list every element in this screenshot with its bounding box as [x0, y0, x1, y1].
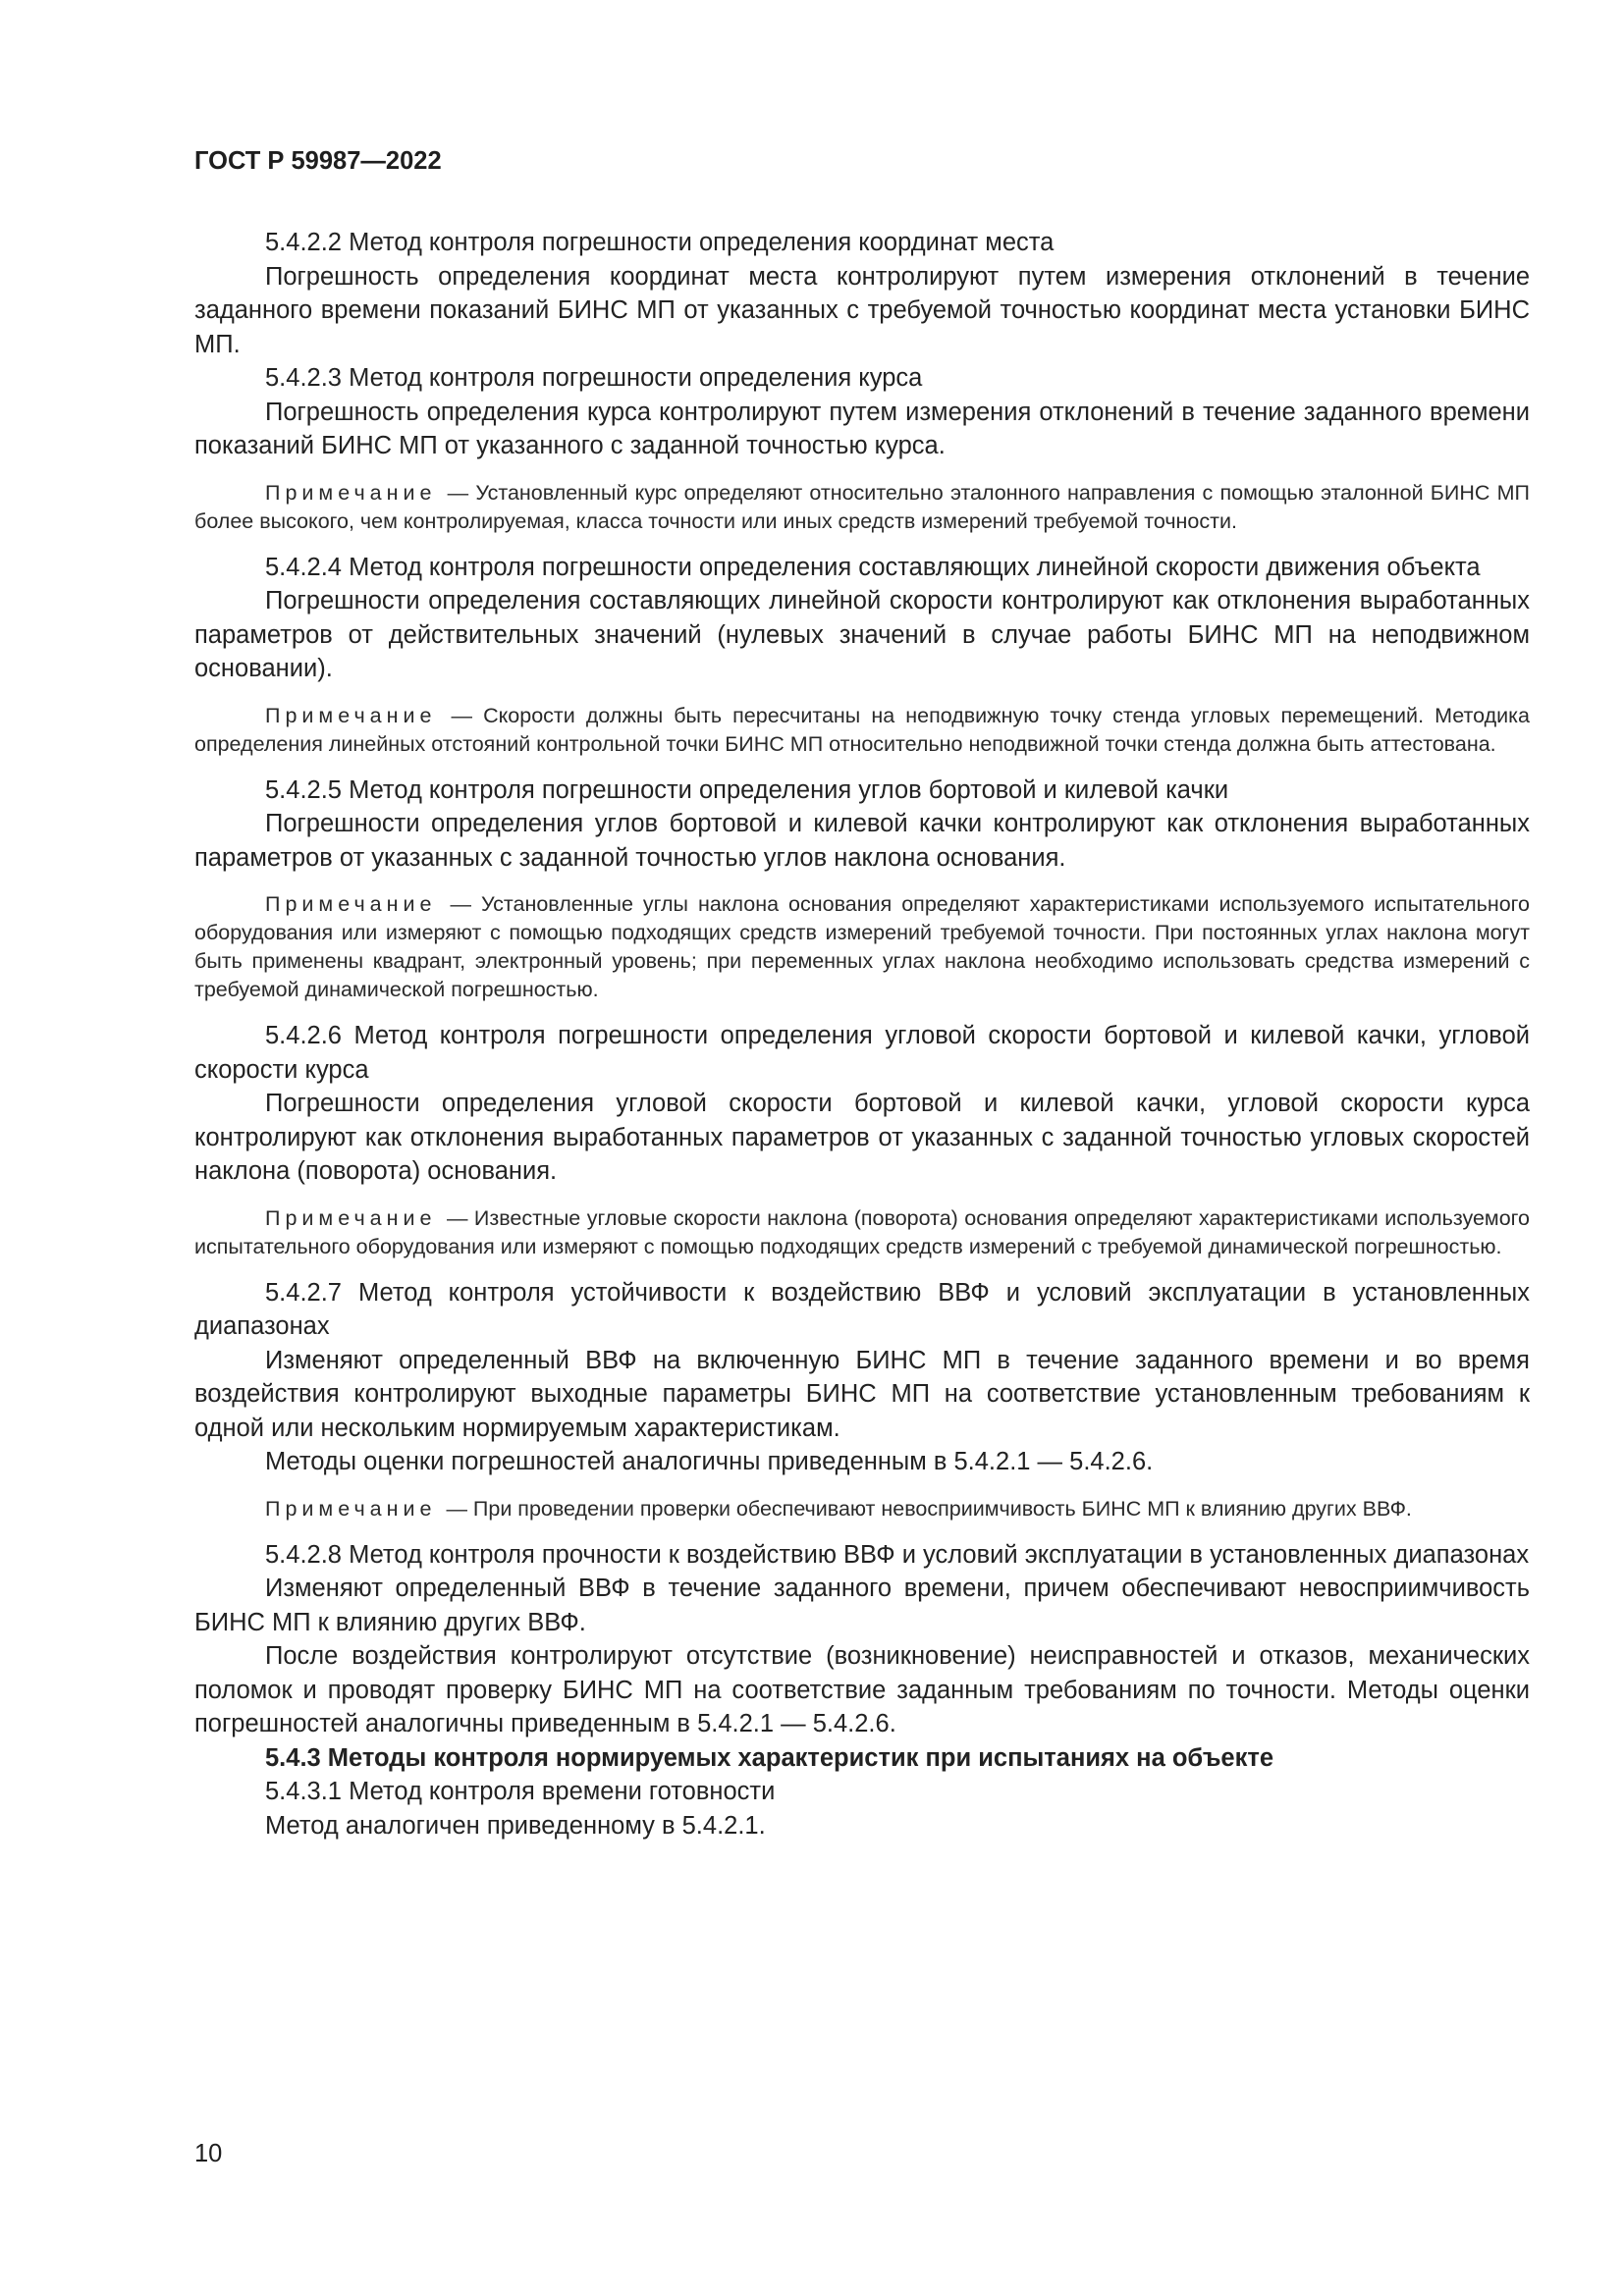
- note-label: Примечание: [265, 703, 437, 727]
- note-text: — Установленный курс определяют относительно эталонного направления с помощью эталонной БИНС МП более высокого, чем контролируемая, класса точности или иных средств измерений требуемой точности.: [194, 480, 1530, 533]
- note: [194, 479, 1530, 536]
- paragraph: Изменяют определенный ВВФ в течение заданного времени, причем обеспечивают невосприимчивость БИНС МП к влиянию других ВВФ.: [194, 1575, 1530, 1636]
- note: [194, 1204, 1530, 1261]
- paragraph: 5.4.3.1 Метод контроля времени готовности: [265, 1778, 776, 1805]
- note: [194, 1495, 1530, 1523]
- note: [194, 702, 1530, 759]
- paragraph: Погрешность определения курса контролируют путем измерения отклонений в течение заданного времени показаний БИНС МП от указанного с заданной точностью курса.: [194, 398, 1530, 459]
- note-label: Примечание: [265, 1205, 437, 1230]
- section-heading: 5.4.3 Методы контроля нормируемых характеристик при испытаниях на объекте: [265, 1743, 1274, 1772]
- note: [194, 890, 1530, 1004]
- paragraph: 5.4.2.2 Метод контроля погрешности определения координат места: [265, 229, 1055, 256]
- paragraph: Погрешность определения координат места контролируют путем измерения отклонений в течение заданного времени показаний БИНС МП от указанных с требуемой точностью координат места установки БИНС МП.: [194, 262, 1530, 358]
- paragraph: Изменяют определенный ВВФ на включенную БИНС МП в течение заданного времени и во время воздействия контролируют выходные параметры БИНС МП на соответствие установленным требованиям к одной или нескольким нормируемым характеристикам.: [194, 1346, 1530, 1442]
- paragraph: Погрешности определения углов бортовой и килевой качки контролируют как отклонения выработанных параметров от указанных с заданной точностью углов наклона основания.: [194, 810, 1530, 872]
- note-text: — Установленные углы наклона основания определяют характеристиками используемого испытательного оборудования или измеряют с помощью подходящих средств измерений требуемой точности. При постоянных углах наклона могут быть применены квадрант, электронный уровень; при переменных углах наклона необходимо использовать средства измерений с требуемой динамической погрешностью.: [194, 892, 1530, 1001]
- paragraph: 5.4.2.8 Метод контроля прочности к воздействию ВВФ и условий эксплуатации в установленных диапазонах: [265, 1540, 1530, 1569]
- note-text: — Известные угловые скорости наклона (поворота) основания определяют характеристиками используемого испытательного оборудования или измеряют с помощью подходящих средств измерений с требуемой динамической погрешностью.: [194, 1205, 1530, 1258]
- paragraph: Метод аналогичен приведенному в 5.4.2.1.: [265, 1811, 766, 1840]
- note-label: Примечание: [265, 480, 437, 505]
- paragraph: 5.4.2.5 Метод контроля погрешности определения углов бортовой и килевой качки: [265, 775, 1229, 804]
- note-text: — При проведении проверки обеспечивают невосприимчивость БИНС МП к влиянию других ВВФ.: [446, 1496, 1412, 1521]
- page-number: 10: [194, 2140, 223, 2167]
- note-label: Примечание: [265, 1496, 437, 1521]
- paragraph: 5.4.2.4 Метод контроля погрешности определения составляющих линейной скорости движения объекта: [265, 553, 1481, 581]
- document-header: ГОСТ Р 59987—2022: [194, 147, 442, 175]
- paragraph: Погрешности определения составляющих линейной скорости контролируют как отклонения выработанных параметров от действительных значений (нулевых значений в случае работы БИНС МП на неподвижном основании).: [194, 587, 1530, 682]
- note-text: — Скорости должны быть пересчитаны на неподвижную точку стенда угловых перемещений. Методика определения линейных отстояний контрольной точки БИНС МП относительно неподвижной точки стенда должна быть аттестована.: [194, 703, 1530, 756]
- paragraph: После воздействия контролируют отсутствие (возникновение) неисправностей и отказов, механических поломок и проводят проверку БИНС МП на соответствие заданным требованиям по точности. Методы оценки погрешностей аналогичны приведенным в 5.4.2.1 — 5.4.2.6.: [194, 1642, 1530, 1737]
- paragraph: 5.4.2.6 Метод контроля погрешности определения угловой скорости бортовой и килевой качки, угловой скорости курса: [194, 1022, 1530, 1084]
- paragraph: Погрешности определения угловой скорости бортовой и килевой качки, угловой скорости курса контролируют как отклонения выработанных параметров от указанных с заданной точностью угловых скоростей наклона (поворота) основания.: [194, 1090, 1530, 1185]
- paragraph: Методы оценки погрешностей аналогичны приведенным в 5.4.2.1 — 5.4.2.6.: [265, 1448, 1154, 1475]
- note-label: Примечание: [265, 892, 437, 916]
- paragraph: 5.4.2.7 Метод контроля устойчивости к воздействию ВВФ и условий эксплуатации в установленных диапазонах: [194, 1278, 1530, 1340]
- paragraph: 5.4.2.3 Метод контроля погрешности определения курса: [265, 364, 923, 392]
- document-body: [194, 226, 1530, 1842]
